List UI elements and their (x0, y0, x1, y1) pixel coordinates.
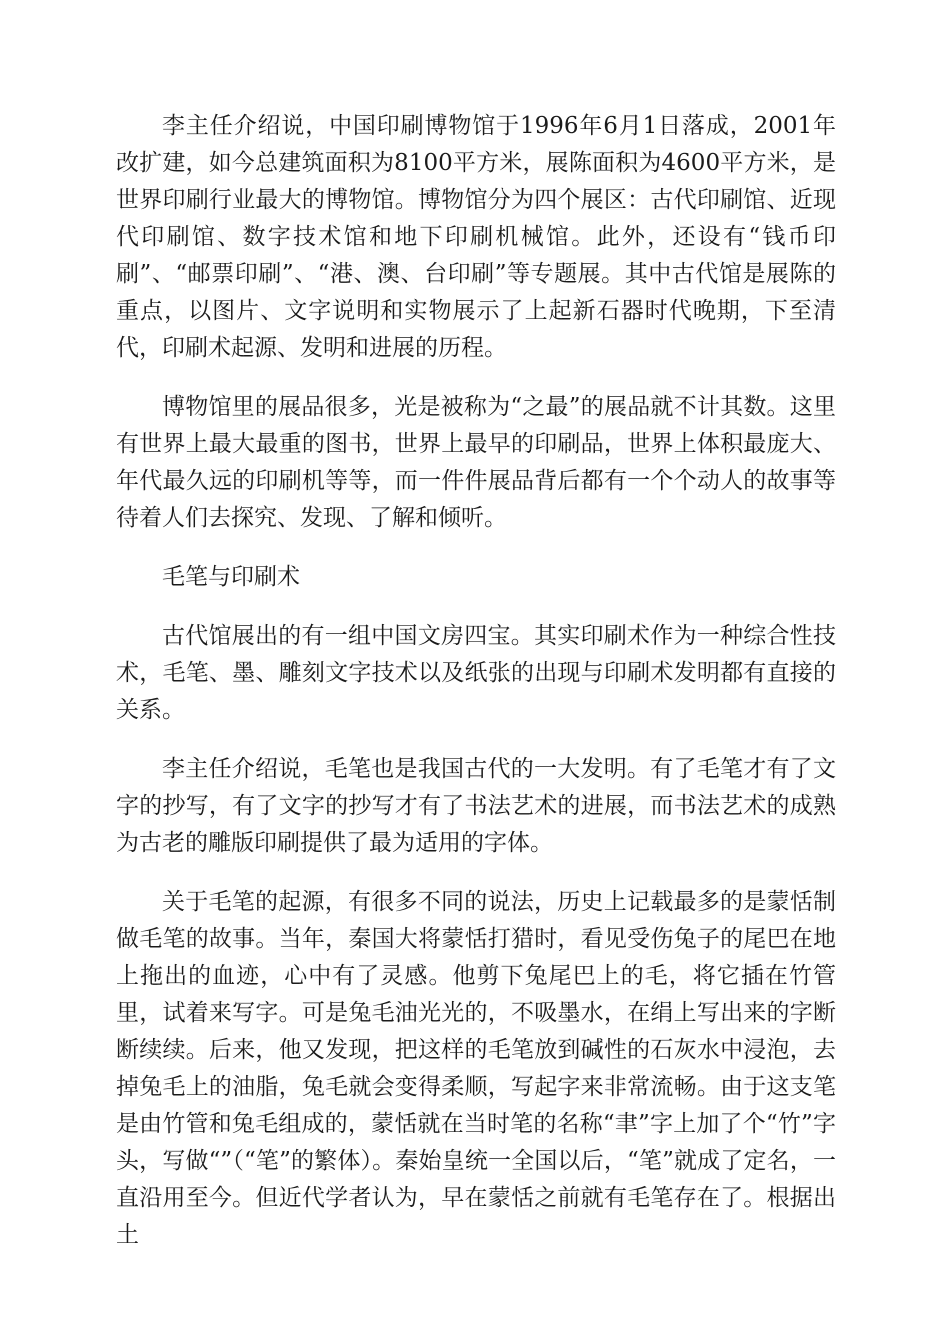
paragraph-brush-origin: 关于毛笔的起源，有很多不同的说法，历史上记载最多的是蒙恬制做毛笔的故事。当年，秦国大将蒙恬打猎时，看见受伤兔子的尾巴在地上拖出的血迹，心中有了灵感。他剪下兔尾巴上的毛，将它插在竹管里，试着来写字。可是兔毛油光光的，不吸墨水，在绢上写出来的字断断续续。后来，他又发现，把这样的毛笔放到碱性的石灰水中浸泡，去掉兔毛上的油脂，兔毛就会变得柔顺，写起字来非常流畅。由于这支笔是由竹管和兔毛组成的，蒙恬就在当时笔的名称“聿”字上加了个“竹”字头，写做“”（“笔”的繁体）。秦始皇统一全国以后，“笔”就成了定名，一直沿用至今。但近代学者认为，早在蒙恬之前就有毛笔存在了。根据出土 (116, 889, 836, 1248)
document-body (116, 108, 836, 1276)
section-heading: 毛笔与印刷术 (162, 564, 300, 590)
paragraph-museum-intro: 李主任介绍说，中国印刷博物馆于1996年6月1日落成，2001年改扩建，如今总建筑面积为8100平方米，展陈面积为4600平方米，是世界印刷行业最大的博物馆。博物馆分为四个展区：古代印刷馆、近现代印刷馆、数字技术馆和地下印刷机械馆。此外，还设有“钱币印刷”、“邮票印刷”、“港、澳、台印刷”等专题展。其中古代馆是展陈的重点，以图片、文字说明和实物展示了上起新石器时代晚期，下至清代，印刷术起源、发明和进展的历程。 (116, 113, 836, 361)
paragraph-four-treasures: 古代馆展出的有一组中国文房四宝。其实印刷术作为一种综合性技术，毛笔、墨、雕刻文字技术以及纸张的出现与印刷术发明都有直接的关系。 (116, 623, 836, 723)
paragraph-brush-invention: 李主任介绍说，毛笔也是我国古代的一大发明。有了毛笔才有了文字的抄写，有了文字的抄写才有了书法艺术的进展，而书法艺术的成熟为古老的雕版印刷提供了最为适用的字体。 (116, 756, 836, 856)
paragraph-exhibits: 博物馆里的展品很多，光是被称为“之最”的展品就不计其数。这里有世界上最大最重的图书，世界上最早的印刷品，世界上体积最庞大、年代最久远的印刷机等等，而一件件展品背后都有一个个动人的故事等待着人们去探究、发现、了解和倾听。 (116, 394, 836, 531)
